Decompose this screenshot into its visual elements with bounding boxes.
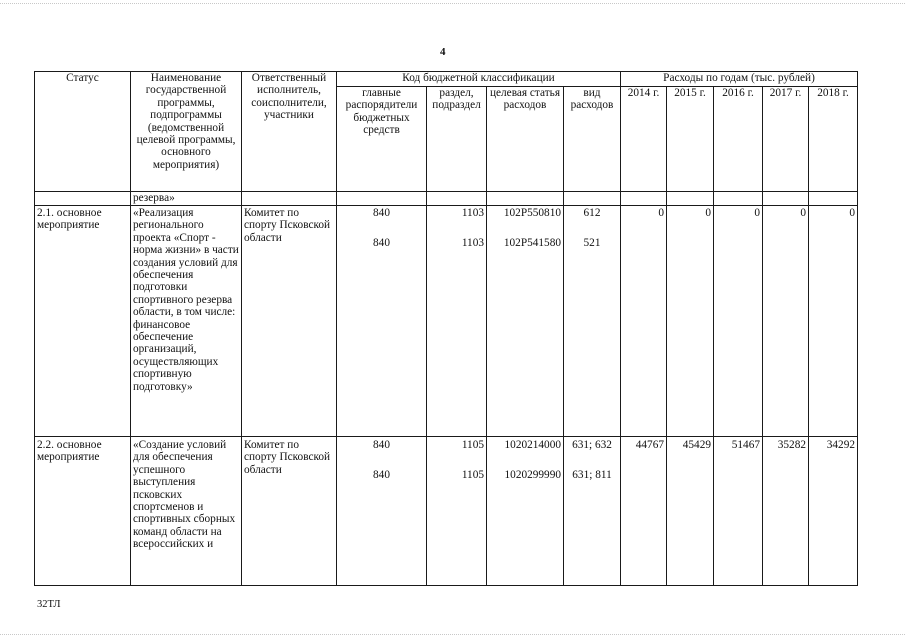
- table-row: [35, 437, 858, 586]
- header-status: Статус: [35, 72, 131, 192]
- header-year-2016: 2016 г.: [714, 87, 763, 192]
- footer-code: 32ТЛ: [37, 599, 61, 610]
- row-program-name: «Создание условий для обеспечения успешного выступления псковских спортсменов и спортивных сборных команд области на всероссийских и: [131, 437, 242, 586]
- row-value-2018: 34292: [809, 437, 858, 586]
- row-value-2016: 51467: [714, 437, 763, 586]
- row-value-2015: 0: [667, 206, 714, 437]
- row-target-item: 102P550810 102P541580: [487, 206, 564, 437]
- header-target-item: целевая статья расходов: [487, 87, 564, 192]
- row-grbs: 840 840: [337, 437, 427, 586]
- continuation-text: резерва»: [131, 192, 242, 206]
- row-value-2017: 0: [763, 206, 809, 437]
- row-target-item: 1020214000 1020299990: [487, 437, 564, 586]
- row-value-2016: 0: [714, 206, 763, 437]
- header-grbs: главные распорядители бюджетных средств: [337, 87, 427, 192]
- header-year-2018: 2018 г.: [809, 87, 858, 192]
- header-row-1: [35, 72, 858, 87]
- row-status: 2.1. основное мероприятие: [35, 206, 131, 437]
- budget-table: [34, 71, 858, 586]
- header-year-2015: 2015 г.: [667, 87, 714, 192]
- table-row: [35, 206, 858, 437]
- row-expense-type: 631; 632 631; 811: [564, 437, 621, 586]
- header-year-2017: 2017 г.: [763, 87, 809, 192]
- header-responsible: Ответственный исполнитель, соисполнители, участники: [242, 72, 337, 192]
- scan-bottom-edge: [0, 634, 905, 635]
- header-program-name: Наименование государственной программы, подпрограммы (ведомственной целевой программы, основного мероприятия): [131, 72, 242, 192]
- header-year-2014: 2014 г.: [621, 87, 667, 192]
- row-program-name: «Реализация регионального проекта «Спорт - норма жизни» в части создания условий для обеспечения подготовки спортивного резерва области, в том числе: финансовое обеспечение организаций, осуществляющих спортивную подготовку»: [131, 206, 242, 437]
- header-expense-type: вид расходов: [564, 87, 621, 192]
- row-section: 1103 1103: [427, 206, 487, 437]
- row-value-2018: 0: [809, 206, 858, 437]
- page-number: 4: [440, 46, 446, 58]
- row-value-2017: 35282: [763, 437, 809, 586]
- row-expense-type: 612 521: [564, 206, 621, 437]
- row-value-2015: 45429: [667, 437, 714, 586]
- scan-top-edge: [0, 3, 905, 4]
- header-section: раздел, подраздел: [427, 87, 487, 192]
- row-section: 1105 1105: [427, 437, 487, 586]
- header-budget-code: Код бюджетной классификации: [337, 72, 621, 87]
- row-value-2014: 0: [621, 206, 667, 437]
- row-status: 2.2. основное мероприятие: [35, 437, 131, 586]
- row-value-2014: 44767: [621, 437, 667, 586]
- header-expenses-by-year: Расходы по годам (тыс. рублей): [621, 72, 858, 87]
- row-grbs: 840 840: [337, 206, 427, 437]
- row-responsible: Комитет по спорту Псковской области: [242, 206, 337, 437]
- continuation-row: [35, 192, 858, 206]
- row-responsible: Комитет по спорту Псковской области: [242, 437, 337, 586]
